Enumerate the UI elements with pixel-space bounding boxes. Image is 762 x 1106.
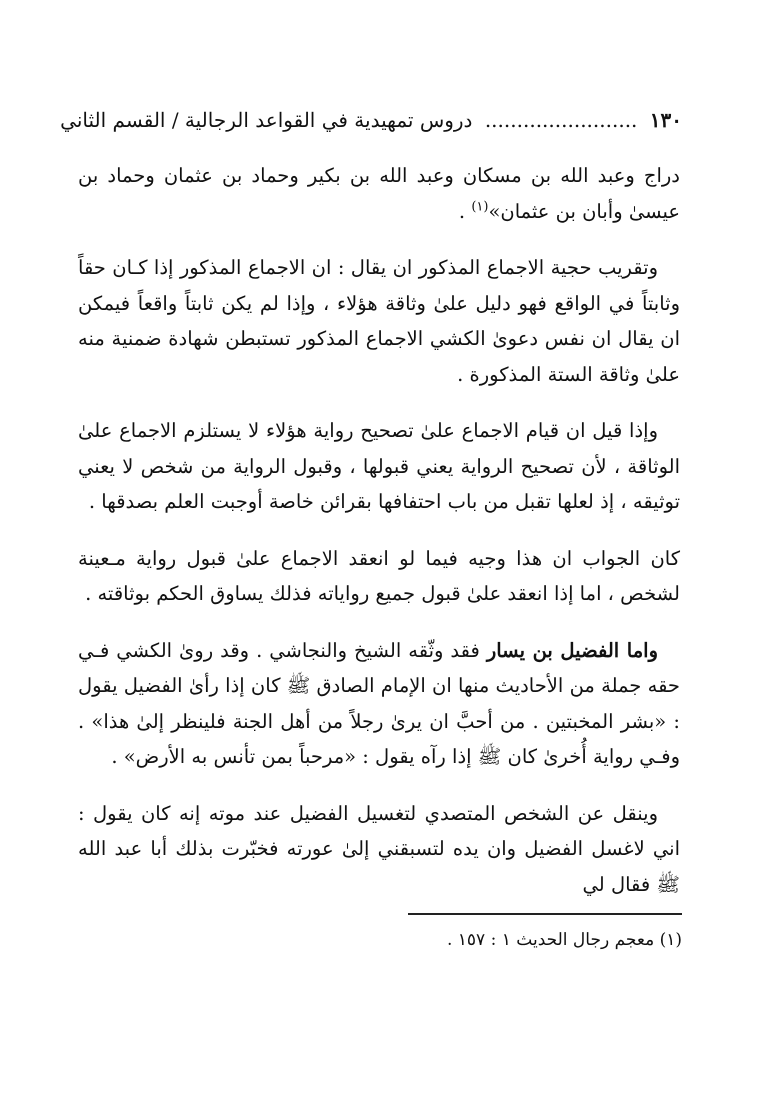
paragraph-3: [78, 413, 680, 520]
header-leader-dots: ........................: [484, 108, 638, 132]
footnote-text: (١) معجم رجال الحديث ١ : ١٥٧ .: [446, 930, 682, 950]
paragraph-4: [78, 541, 680, 612]
paragraph-4-text: كان الجواب ان هذا وجيه فيما لو انعقد الاجماع علىٰ قبول رواية مـعينة لشخص ، اما إذا انعقد علىٰ قبول جميع رواياته فذلك يساوق الحكم بوثاقته .: [78, 546, 680, 605]
paragraph-6: [78, 796, 680, 903]
paragraph-1: [78, 158, 680, 229]
footnote: [300, 925, 682, 955]
body-text: [78, 158, 680, 923]
paragraph-2-text: وتقريب حجية الاجماع المذكور ان يقال : ان الاجماع المذكور إذا كـان حقاً وثابتاً في الواقع فهو دليل علىٰ وثاقة هؤلاء ، وإذا لم يكن ثابتاً واقعاً فيمكن ان يقال ان نفس دعوىٰ الكشي الاجماع المذكور تستبطن شهادة ضمنية منه علىٰ وثاقة الستة المذكورة .: [78, 256, 680, 386]
footnote-divider: [408, 913, 682, 915]
page-number: ١٣٠: [649, 108, 682, 132]
paragraph-3-text: وإذا قيل ان قيام الاجماع علىٰ تصحيح رواية هؤلاء لا يستلزم الاجماع علىٰ الوثاقة ، لأن تصحيح الرواية يعني قبولها ، وقبول الرواية من شخص لا يعني توثيقه ، إذ لعلها تقبل من باب احتفافها بقرائن خاصة أوجبت العلم بصدقها .: [78, 419, 680, 513]
paragraph-6-text: وينقل عن الشخص المتصدي لتغسيل الفضيل عند موته إنه كان يقول : اني لاغسل الفضيل وان يده لتسبقني إلىٰ عورته فخبّرت بذلك أبا عبد الله ﷺ فقال لي: [78, 801, 680, 896]
paragraph-1-text: دراج وعبد الله بن مسكان وعبد الله بن بكير وحماد بن عثمان وحماد بن عيسىٰ وأبان بن عثمان»: [78, 164, 680, 223]
paragraph-2: [78, 250, 680, 392]
running-title: دروس تمهيدية في القواعد الرجالية / القسم الثاني: [60, 108, 473, 132]
paragraph-5-text: فقد وثّقه الشيخ والنجاشي . وقد روىٰ الكشي فـي حقه جملة من الأحاديث منها ان الإمام الصادق ﷺ كان إذا رأىٰ الفضيل يقول : «بشر المخبتين . من أحبَّ ان يرىٰ رجلاً من أهل الجنة فلينظر إلىٰ هذا» . وفـي رواية أُخرىٰ كان ﷺ إذا رآه يقول : «مرحباً بمن تأنس به الأرض» .: [78, 638, 680, 768]
paragraph-1-tail: .: [458, 199, 472, 223]
running-header: [60, 100, 682, 140]
paragraph-5: [78, 633, 680, 775]
footnote-reference: (١): [471, 199, 489, 214]
paragraph-5-bold-lead: واما الفضيل بن يسار: [486, 638, 659, 662]
